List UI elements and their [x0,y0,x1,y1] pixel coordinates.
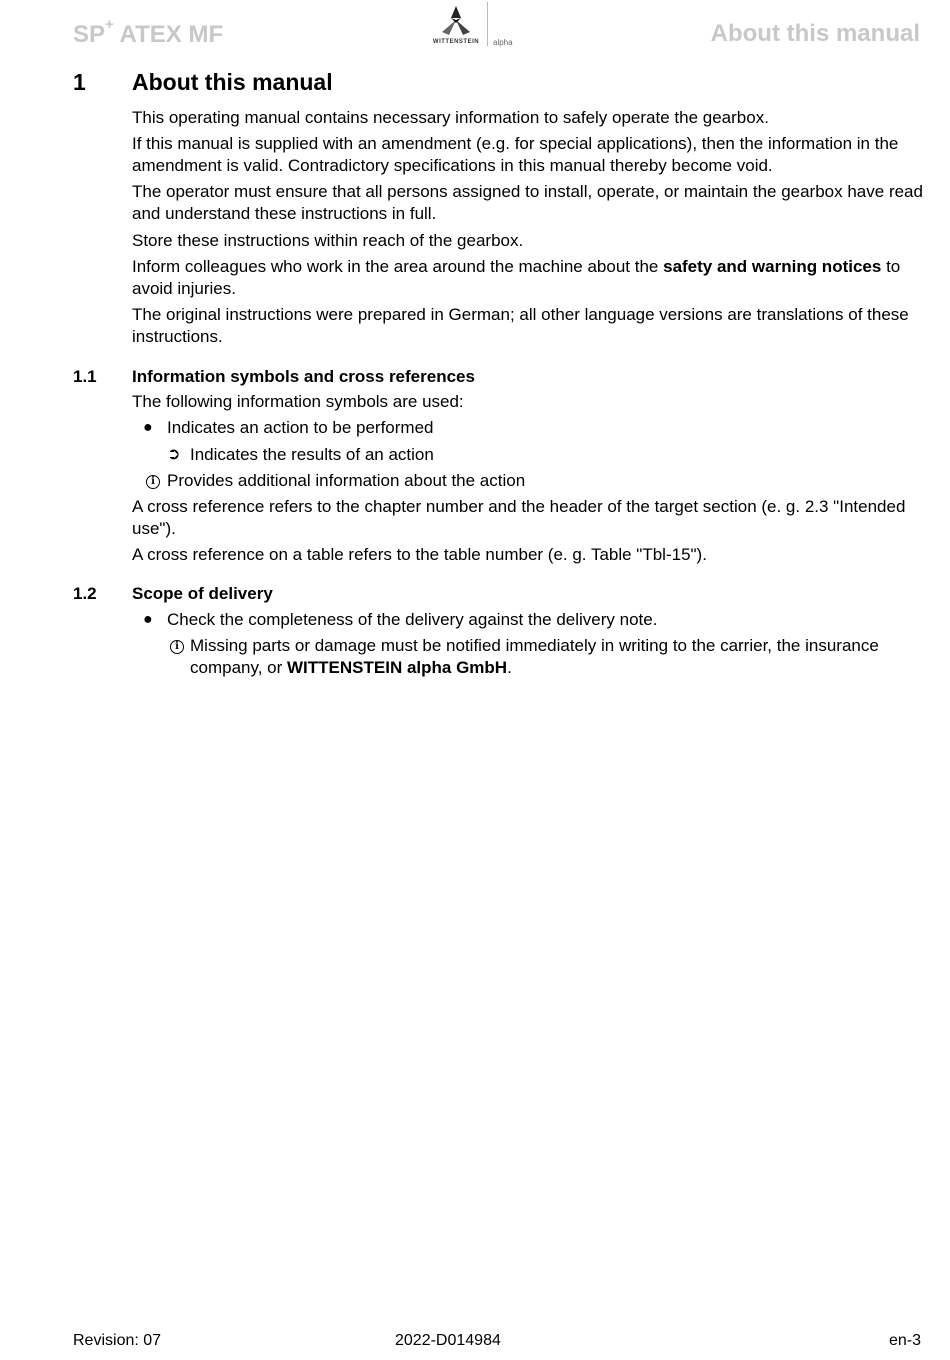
chapter-number: 1 [73,69,86,95]
inform-text-end: to avoid injuries. [132,257,901,298]
arrow-result-icon: ➲ [167,446,181,463]
info-text: Missing parts or damage must be notified immediately in writing to the carrier, the insurance company, or [190,636,879,677]
wittenstein-logo [430,2,520,50]
info-text-end: . [507,658,512,677]
section-title: Information symbols and cross references [132,367,475,386]
section-title: Scope of delivery [132,584,273,603]
paragraph: This operating manual contains necessary information to safely operate the gearbox. [132,108,769,127]
header-product-name: SP [73,21,106,48]
info-icon: i [170,640,184,654]
list-item-info: Provides additional information about the action [167,471,526,490]
logo-divider [487,2,488,46]
logo-sub-text: alpha [493,38,513,47]
header-product-rest: ATEX MF [113,21,224,48]
section-number: 1.2 [73,584,97,603]
paragraph: The operator must ensure that all persons assigned to install, operate, or maintain the gearbox have read and understand these instructions in full. [132,182,923,223]
header-product-sup: + [105,16,114,33]
paragraph: A cross reference on a table refers to the table number (e. g. Table "Tbl-15"). [132,545,707,564]
paragraph-inform [132,256,924,300]
chapter-title: About this manual [132,69,333,95]
list-item-result: Indicates the results of an action [190,445,434,464]
paragraph: A cross reference refers to the chapter number and the header of the target section (e. g. 2.3 "Intended use"). [132,497,906,538]
bullet-icon: ● [143,419,153,436]
list-item-action: Check the completeness of the delivery against the delivery note. [167,610,658,629]
logo-brand-text: WITTENSTEIN [432,39,480,45]
footer-revision: Revision: 07 [73,1332,162,1349]
logo-mark-icon [430,2,482,38]
section-number: 1.1 [73,367,97,386]
paragraph: Store these instructions within reach of the gearbox. [132,231,524,250]
footer-doc-number: 2022-D014984 [395,1332,501,1349]
header-section-title: About this manual [710,20,920,47]
header-product [73,16,224,49]
paragraph: The original instructions were prepared in German; all other language versions are translations of these instructions. [132,305,909,346]
info-bold: WITTENSTEIN alpha GmbH [287,658,508,677]
bullet-icon: ● [143,611,153,628]
list-item-info [190,635,890,679]
footer-page-number: en-3 [888,1332,921,1349]
inform-bold: safety and warning notices [663,257,882,276]
list-item-action: Indicates an action to be performed [167,418,434,437]
paragraph: The following information symbols are used: [132,392,464,411]
paragraph: If this manual is supplied with an amendment (e.g. for special applications), then the information in the amendment is valid. Contradictory specifications in this manual thereby become void. [132,134,899,175]
inform-text: Inform colleagues who work in the area around the machine about the [132,257,664,276]
info-icon: i [146,475,160,489]
